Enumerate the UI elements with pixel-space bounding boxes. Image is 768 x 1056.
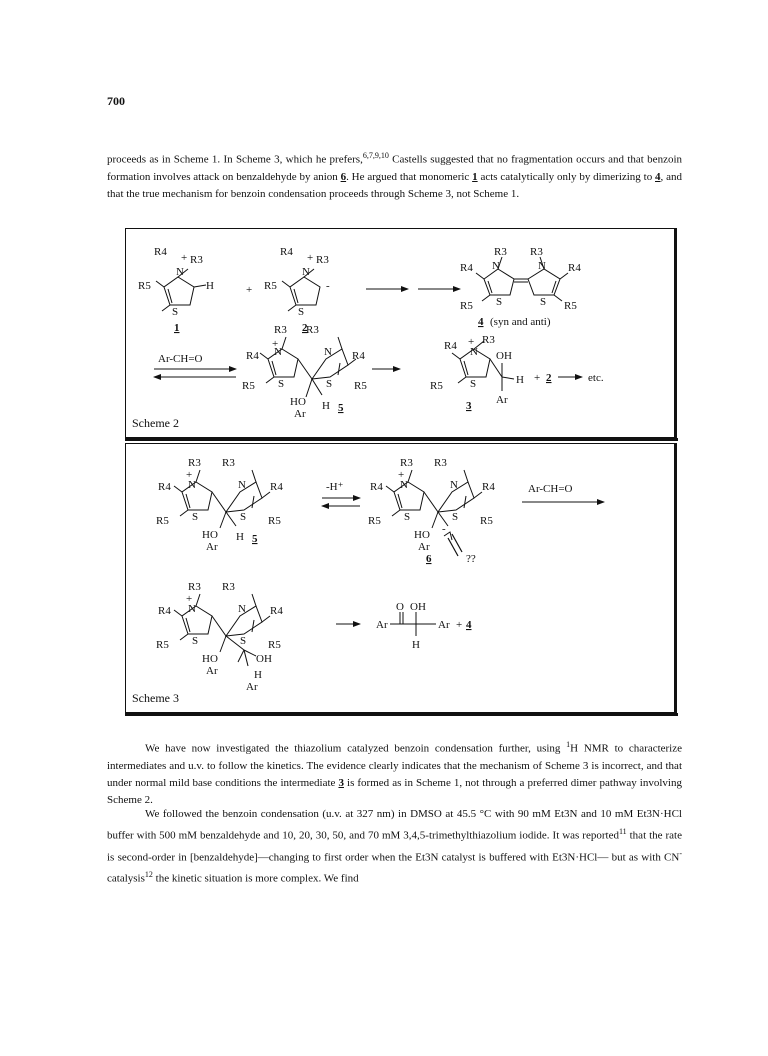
svg-text:OH: OH xyxy=(256,653,272,665)
svg-text:R5: R5 xyxy=(368,515,381,527)
svg-text:Ar: Ar xyxy=(294,408,306,420)
svg-text:Ar: Ar xyxy=(418,541,430,553)
svg-text:N: N xyxy=(238,479,246,491)
svg-text:S: S xyxy=(240,635,247,647)
svg-text:H: H xyxy=(254,669,262,681)
svg-text:+: + xyxy=(186,593,193,605)
svg-text:N: N xyxy=(324,346,332,358)
svg-text:O: O xyxy=(396,601,404,613)
svg-text:R4: R4 xyxy=(280,246,293,258)
svg-text:Ar: Ar xyxy=(496,394,508,406)
scheme-3-diagram xyxy=(126,444,674,712)
svg-text:H: H xyxy=(236,531,244,543)
svg-text:N: N xyxy=(302,266,310,278)
svg-text:OH: OH xyxy=(496,350,512,362)
svg-text:N: N xyxy=(238,603,246,615)
svg-text:N: N xyxy=(492,260,500,272)
svg-text:+: + xyxy=(186,469,193,481)
svg-text:R3: R3 xyxy=(530,246,543,258)
svg-text:S: S xyxy=(298,306,305,318)
svg-text:R4: R4 xyxy=(370,481,383,493)
svg-text:R4: R4 xyxy=(352,350,365,362)
svg-text:Ar: Ar xyxy=(206,665,218,677)
svg-text:R3: R3 xyxy=(190,254,203,266)
svg-text:+: + xyxy=(181,252,188,264)
svg-text:N: N xyxy=(450,479,458,491)
svg-text:+: + xyxy=(456,619,463,631)
svg-text:Ar: Ar xyxy=(206,541,218,553)
svg-text:R4: R4 xyxy=(158,481,171,493)
paragraph-3: We followed the benzoin condensation (u.v. at 327 nm) in DMSO at 45.5 °C with 90 mM Et3N and 10 mM Et3N·HCl buffer with 500 mM benzaldehyde and 10, 20, 30, 50, and 70 mM 3,4,5-trimethylthiazolium iodide. It was reported$^{11}$ that the rate is second-order in [benzaldehyde]—changing to first order when the Et3N catalyst is buffered with Et3N·HCl— but as with CN- catalysis$^{12}$ the kinetic situation is more complex. We find xyxy=(107,808,682,885)
svg-text:R3: R3 xyxy=(494,246,507,258)
svg-text:+: + xyxy=(468,336,475,348)
scheme-2-box xyxy=(125,228,675,438)
svg-text:S: S xyxy=(452,511,459,523)
r4-label: R4 xyxy=(154,246,167,258)
svg-text:R5: R5 xyxy=(460,300,473,312)
svg-text:R3: R3 xyxy=(188,581,201,593)
svg-text:R3: R3 xyxy=(400,457,413,469)
page-number: 700 xyxy=(107,94,125,108)
intro-paragraph: proceeds as in Scheme 1. In Scheme 3, which he prefers,$^{6,7,9,10}$ Castells suggested that no fragmentation occurs and that benzoin formation involves attack on benzaldehyde by anion 6. He argued that monomeric 1 acts catalytically only by dimerizing to 4, and that the true mechanism for benzoin condensation proceeds through Scheme 3, not Scheme 1. xyxy=(107,151,683,200)
scheme3-compound-4-label: 4 xyxy=(466,619,472,631)
svg-text:R4: R4 xyxy=(444,340,457,352)
scheme3-compound-5-label: 5 xyxy=(252,533,258,545)
etc-label: etc. xyxy=(588,372,604,384)
svg-text:R5: R5 xyxy=(156,639,169,651)
compound-6-label: 6 xyxy=(426,553,432,565)
svg-text:OH: OH xyxy=(410,601,426,613)
svg-text:HO: HO xyxy=(202,653,218,665)
svg-text:+: + xyxy=(398,469,405,481)
svg-text:S: S xyxy=(192,635,199,647)
svg-text:-: - xyxy=(442,523,446,535)
svg-text:R5: R5 xyxy=(156,515,169,527)
svg-text:H: H xyxy=(516,374,524,386)
svg-text:N: N xyxy=(470,346,478,358)
paragraph-2: We have now investigated the thiazolium catalyzed benzoin condensation further, using $^1$H NMR to characterize intermediates and u.v. to follow the kinetics. The evidence clearly indicates that the mechanism of Scheme 3 is incorrect, and that under normal mild base conditions the intermediate 3 is formed as in Scheme 1, not through a preferred dimer pathway involving Scheme 2. xyxy=(107,740,683,806)
reagent-label: Ar-CH=O xyxy=(158,353,203,365)
svg-text:S: S xyxy=(404,511,411,523)
svg-text:R5: R5 xyxy=(264,280,277,292)
svg-text:N: N xyxy=(400,479,408,491)
svg-text:HO: HO xyxy=(290,396,306,408)
svg-text:R5: R5 xyxy=(242,380,255,392)
svg-text:+: + xyxy=(307,252,314,264)
svg-text:R4: R4 xyxy=(460,262,473,274)
compound-2-label: 2 xyxy=(302,322,308,334)
svg-text:R5: R5 xyxy=(138,280,151,292)
svg-text:Ar: Ar xyxy=(246,681,258,693)
svg-text:R4: R4 xyxy=(568,262,581,274)
svg-text:N: N xyxy=(188,603,196,615)
svg-text:R5: R5 xyxy=(268,515,281,527)
svg-text:R3: R3 xyxy=(222,581,235,593)
svg-text:S: S xyxy=(192,511,199,523)
svg-text:-: - xyxy=(326,280,330,292)
svg-text:R5: R5 xyxy=(430,380,443,392)
svg-text:R5: R5 xyxy=(480,515,493,527)
svg-text:N: N xyxy=(274,346,282,358)
svg-text:R5: R5 xyxy=(268,639,281,651)
svg-text:S: S xyxy=(540,296,547,308)
svg-text:R4: R4 xyxy=(270,481,283,493)
minus-h-label: -H⁺ xyxy=(326,481,344,493)
syn-anti-note: (syn and anti) xyxy=(490,316,551,328)
compound-1-label: 1 xyxy=(174,322,180,334)
svg-text:R3: R3 xyxy=(188,457,201,469)
svg-text:Ar: Ar xyxy=(438,619,450,631)
svg-text:R3: R3 xyxy=(316,254,329,266)
svg-text:R4: R4 xyxy=(246,350,259,362)
svg-text:HO: HO xyxy=(414,529,430,541)
svg-text:R5: R5 xyxy=(354,380,367,392)
svg-text:S: S xyxy=(240,511,247,523)
svg-text:N: N xyxy=(188,479,196,491)
svg-text:HO: HO xyxy=(202,529,218,541)
svg-text:2: 2 xyxy=(546,372,552,384)
svg-text:+: + xyxy=(246,284,253,296)
question-label: ?? xyxy=(466,553,476,565)
svg-text:S: S xyxy=(172,306,179,318)
scheme-3-label: Scheme 3 xyxy=(132,691,179,705)
compound-5-label: 5 xyxy=(338,402,344,414)
svg-text:H: H xyxy=(412,639,420,651)
svg-text:S: S xyxy=(326,378,333,390)
svg-text:N: N xyxy=(176,266,184,278)
svg-text:R5: R5 xyxy=(564,300,577,312)
svg-text:+: + xyxy=(272,338,279,350)
svg-text:Ar: Ar xyxy=(376,619,388,631)
svg-text:S: S xyxy=(496,296,503,308)
svg-text:R4: R4 xyxy=(482,481,495,493)
scheme3-reagent-label: Ar-CH=O xyxy=(528,483,573,495)
svg-text:R4: R4 xyxy=(270,605,283,617)
svg-text:R4: R4 xyxy=(158,605,171,617)
svg-text:R3: R3 xyxy=(482,334,495,346)
svg-text:R3: R3 xyxy=(434,457,447,469)
svg-text:R3: R3 xyxy=(306,324,319,336)
svg-text:S: S xyxy=(470,378,477,390)
svg-text:H: H xyxy=(322,400,330,412)
scheme-3-box xyxy=(125,443,675,713)
svg-text:R3: R3 xyxy=(222,457,235,469)
svg-text:H: H xyxy=(206,280,214,292)
scheme-2-label: Scheme 2 xyxy=(132,416,179,430)
svg-text:S: S xyxy=(278,378,285,390)
svg-text:R3: R3 xyxy=(274,324,287,336)
compound-3-label: 3 xyxy=(466,400,472,412)
scheme-2-diagram xyxy=(126,229,674,437)
compound-4-label: 4 xyxy=(478,316,484,328)
svg-text:+: + xyxy=(534,372,541,384)
svg-text:N: N xyxy=(538,260,546,272)
